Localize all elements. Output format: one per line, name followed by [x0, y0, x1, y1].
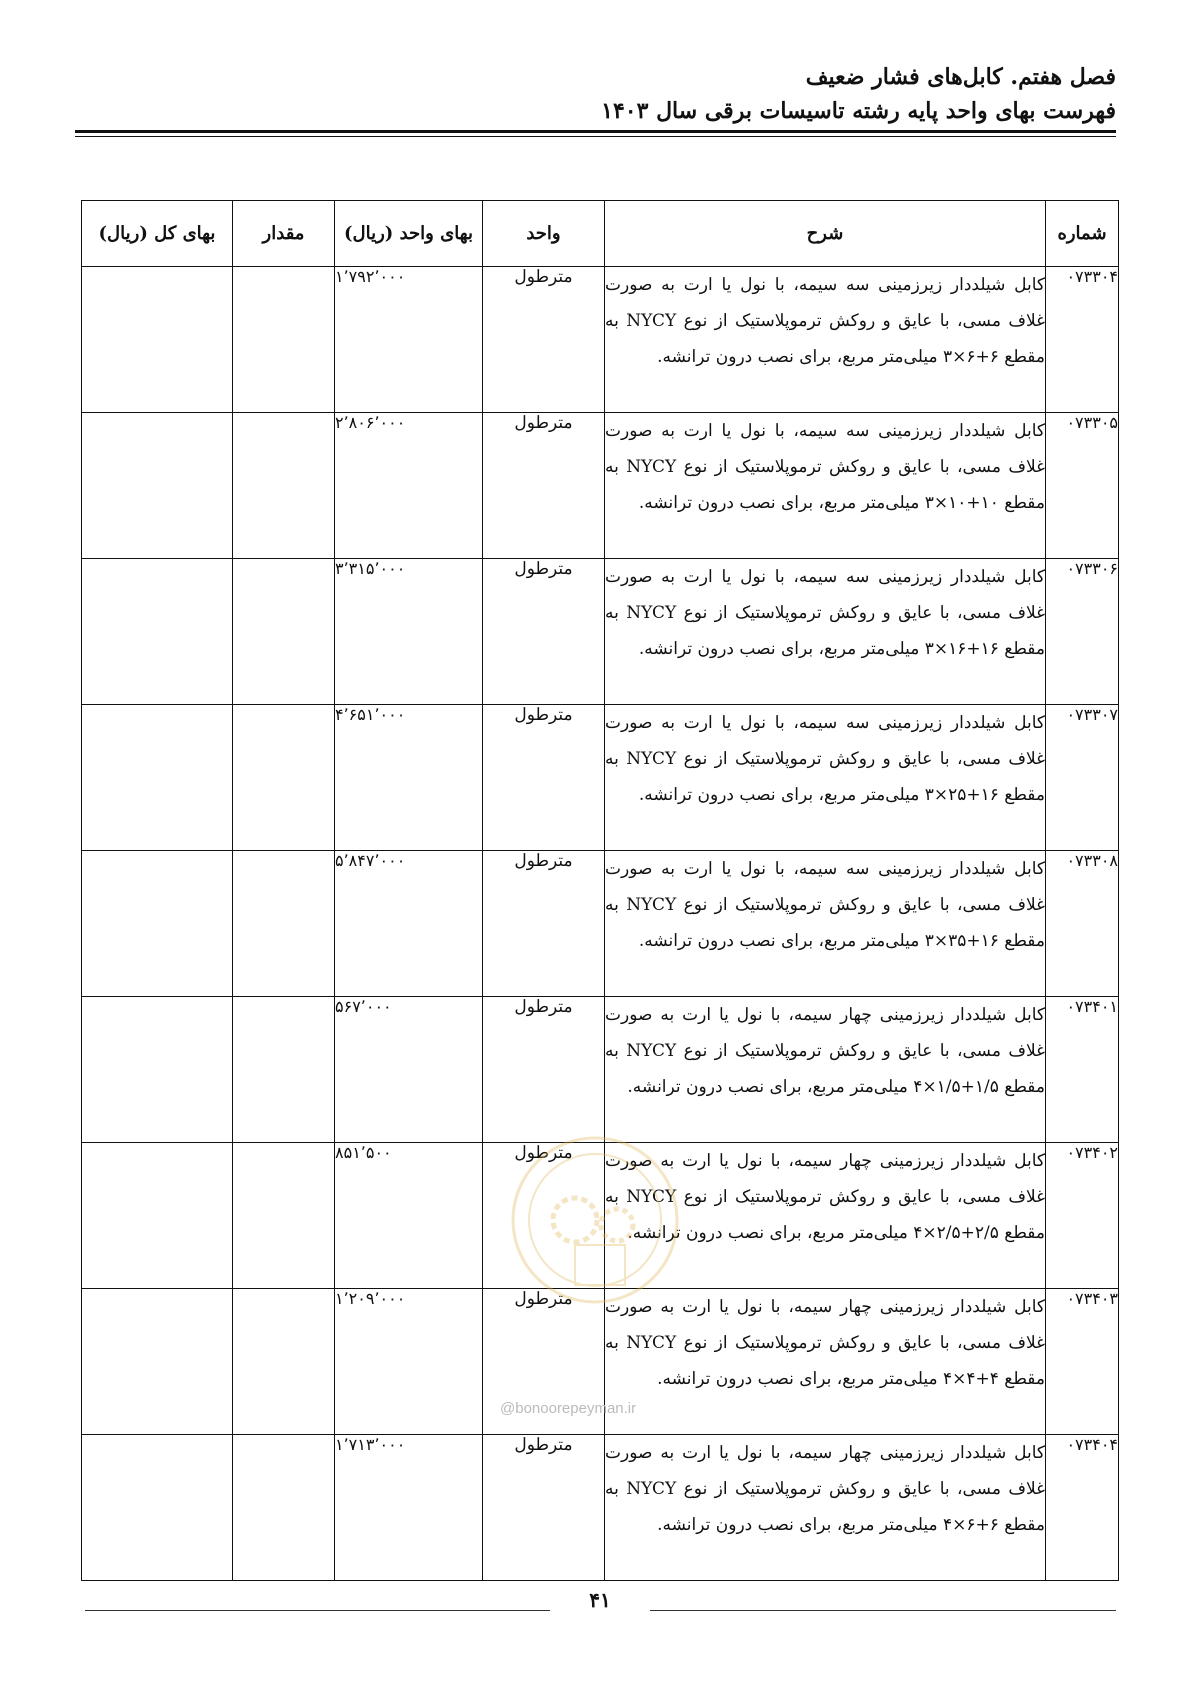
watermark-logo: [505, 1125, 685, 1315]
item-unit: مترطول: [483, 705, 605, 851]
item-total: [82, 1435, 233, 1581]
table-row: [82, 267, 1119, 413]
item-number: ۰۷۳۴۰۲: [1046, 1143, 1119, 1289]
item-number: ۰۷۳۳۰۶: [1046, 559, 1119, 705]
item-number: ۰۷۳۳۰۵: [1046, 413, 1119, 559]
item-unit: مترطول: [483, 267, 605, 413]
table-row: [82, 413, 1119, 559]
item-description: کابل شیلددار زیرزمینی چهار سیمه، با نول یا ارت به صورت غلاف مسی، با عایق و روکش ترموپلاستیک از نوع NYCY به مقطع ۴+۴×۴ میلی‌متر مربع، برای نصب درون ترانشه.: [605, 1289, 1046, 1435]
item-description: کابل شیلددار زیرزمینی سه سیمه، با نول یا ارت به صورت غلاف مسی، با عایق و روکش ترموپلاستیک از نوع NYCY به مقطع ۱۶+۲۵×۳ میلی‌متر مربع، برای نصب درون ترانشه.: [605, 705, 1046, 851]
item-number: ۰۷۳۴۰۳: [1046, 1289, 1119, 1435]
item-total: [82, 851, 233, 997]
header-unit: واحد: [483, 201, 605, 267]
footer-rule-left: [85, 1610, 550, 1611]
item-description: کابل شیلددار زیرزمینی سه سیمه، با نول یا ارت به صورت غلاف مسی، با عایق و روکش ترموپلاستیک از نوع NYCY به مقطع ۶+۶×۳ میلی‌متر مربع، برای نصب درون ترانشه.: [605, 267, 1046, 413]
item-quantity: [233, 705, 335, 851]
item-unit: مترطول: [483, 1143, 605, 1289]
table-row: [82, 559, 1119, 705]
table-header-row: [82, 201, 1119, 267]
header-description: شرح: [605, 201, 1046, 267]
item-number: ۰۷۳۳۰۷: [1046, 705, 1119, 851]
watermark-text: @bonoorepeyman.ir: [500, 1400, 637, 1417]
item-description: کابل شیلددار زیرزمینی سه سیمه، با نول یا ارت به صورت غلاف مسی، با عایق و روکش ترموپلاستیک از نوع NYCY به مقطع ۱۶+۳۵×۳ میلی‌متر مربع، برای نصب درون ترانشه.: [605, 851, 1046, 997]
item-unit-price: ۵٬۸۴۷٬۰۰۰: [335, 851, 483, 997]
item-unit-price: ۱٬۷۱۳٬۰۰۰: [335, 1435, 483, 1581]
item-description: کابل شیلددار زیرزمینی چهار سیمه، با نول یا ارت به صورت غلاف مسی، با عایق و روکش ترموپلاستیک از نوع NYCY به مقطع ۶+۶×۴ میلی‌متر مربع، برای نصب درون ترانشه.: [605, 1435, 1046, 1581]
item-description: کابل شیلددار زیرزمینی چهار سیمه، با نول یا ارت به صورت غلاف مسی، با عایق و روکش ترموپلاستیک از نوع NYCY به مقطع ۲/۵+۲/۵×۴ میلی‌متر مربع، برای نصب درون ترانشه.: [605, 1143, 1046, 1289]
item-unit: مترطول: [483, 997, 605, 1143]
item-quantity: [233, 559, 335, 705]
item-unit-price: ۲٬۸۰۶٬۰۰۰: [335, 413, 483, 559]
item-total: [82, 559, 233, 705]
header-unit-price: بهای واحد (ریال): [335, 201, 483, 267]
item-unit-price: ۴٬۶۵۱٬۰۰۰: [335, 705, 483, 851]
item-total: [82, 705, 233, 851]
item-description: کابل شیلددار زیرزمینی سه سیمه، با نول یا ارت به صورت غلاف مسی، با عایق و روکش ترموپلاستیک از نوع NYCY به مقطع ۱۰+۱۰×۳ میلی‌متر مربع، برای نصب درون ترانشه.: [605, 413, 1046, 559]
item-quantity: [233, 997, 335, 1143]
item-number: ۰۷۳۳۰۴: [1046, 267, 1119, 413]
table-row: [82, 1435, 1119, 1581]
item-unit: مترطول: [483, 413, 605, 559]
item-total: [82, 267, 233, 413]
table-row: [82, 705, 1119, 851]
item-quantity: [233, 851, 335, 997]
item-total: [82, 413, 233, 559]
item-unit: مترطول: [483, 559, 605, 705]
price-table: [81, 200, 1119, 1581]
item-quantity: [233, 1435, 335, 1581]
item-unit-price: ۱٬۷۹۲٬۰۰۰: [335, 267, 483, 413]
footer-rule-right: [650, 1610, 1116, 1611]
item-description: کابل شیلددار زیرزمینی چهار سیمه، با نول یا ارت به صورت غلاف مسی، با عایق و روکش ترموپلاستیک از نوع NYCY به مقطع ۱/۵+۱/۵×۴ میلی‌متر مربع، برای نصب درون ترانشه.: [605, 997, 1046, 1143]
chapter-title: فصل هفتم. کابل‌های فشار ضعیف: [805, 64, 1116, 90]
item-total: [82, 1289, 233, 1435]
page-number: ۴۱: [589, 1588, 611, 1612]
header-rule-thin: [75, 136, 1116, 137]
item-unit-price: ۱٬۲۰۹٬۰۰۰: [335, 1289, 483, 1435]
item-total: [82, 1143, 233, 1289]
item-unit-price: ۳٬۳۱۵٬۰۰۰: [335, 559, 483, 705]
item-unit-price: ۵۶۷٬۰۰۰: [335, 997, 483, 1143]
table-row: [82, 851, 1119, 997]
item-quantity: [233, 413, 335, 559]
header-total-price: بهای کل (ریال): [82, 201, 233, 267]
item-number: ۰۷۳۴۰۱: [1046, 997, 1119, 1143]
table-row: [82, 997, 1119, 1143]
page-header: [601, 60, 1116, 128]
item-total: [82, 997, 233, 1143]
header-rule-thick: [75, 130, 1116, 133]
item-description: کابل شیلددار زیرزمینی سه سیمه، با نول یا ارت به صورت غلاف مسی، با عایق و روکش ترموپلاستیک از نوع NYCY به مقطع ۱۶+۱۶×۳ میلی‌متر مربع، برای نصب درون ترانشه.: [605, 559, 1046, 705]
item-unit: مترطول: [483, 1289, 605, 1435]
item-number: ۰۷۳۴۰۴: [1046, 1435, 1119, 1581]
item-quantity: [233, 267, 335, 413]
document-title: فهرست بهای واحد پایه رشته تاسیسات برقی سال ۱۴۰۳: [601, 98, 1116, 124]
item-quantity: [233, 1143, 335, 1289]
item-unit-price: ۸۵۱٬۵۰۰: [335, 1143, 483, 1289]
item-number: ۰۷۳۳۰۸: [1046, 851, 1119, 997]
item-unit: مترطول: [483, 1435, 605, 1581]
header-quantity: مقدار: [233, 201, 335, 267]
header-number: شماره: [1046, 201, 1119, 267]
item-unit: مترطول: [483, 851, 605, 997]
item-quantity: [233, 1289, 335, 1435]
